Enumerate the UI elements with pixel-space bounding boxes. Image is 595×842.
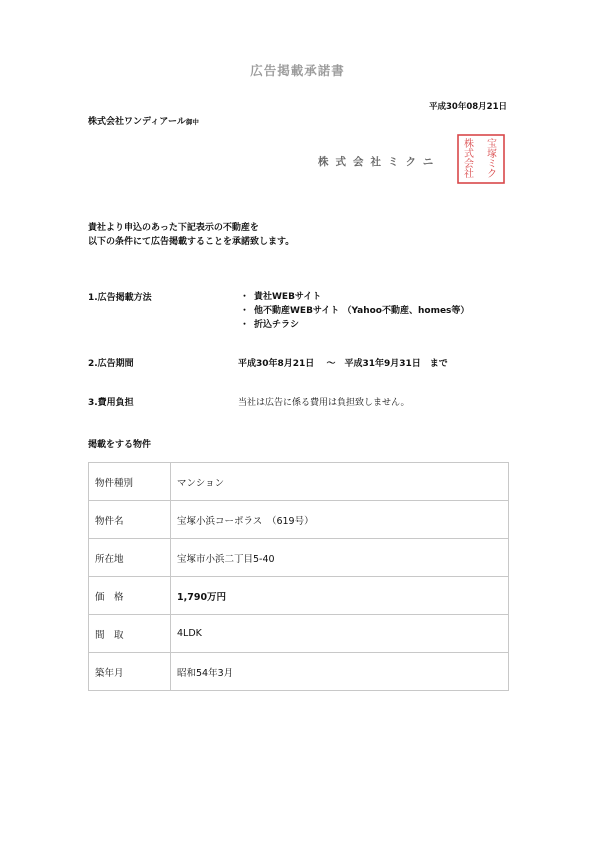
seal-char: 式 bbox=[464, 149, 474, 160]
section-method-label: 1.広告掲載方法 bbox=[88, 293, 152, 303]
table-row bbox=[89, 577, 509, 615]
row-key: 物件名 bbox=[89, 501, 171, 539]
issuer-company: 株式会社ミクニ bbox=[318, 156, 441, 168]
company-seal-stamp bbox=[457, 134, 505, 184]
row-key: 所在地 bbox=[89, 539, 171, 577]
section-period-label: 2.広告期間 bbox=[88, 359, 134, 369]
method-list bbox=[240, 290, 469, 332]
method-item-label: 貴社WEBサイト bbox=[254, 292, 322, 302]
seal-char: ミ bbox=[487, 159, 497, 170]
body-line: 貴社より申込のあった下記表示の不動産を bbox=[88, 223, 259, 233]
method-item-label: 折込チラシ bbox=[254, 320, 300, 330]
row-key: 価 格 bbox=[89, 577, 171, 615]
issue-date: 平成30年08月21日 bbox=[429, 102, 507, 112]
table-row bbox=[89, 463, 509, 501]
document-title: 広告掲載承諾書 bbox=[250, 63, 345, 78]
body-line: 以下の条件にて広告掲載することを承諾致します。 bbox=[88, 237, 295, 247]
row-value: 昭和54年3月 bbox=[171, 653, 509, 691]
row-value: 4LDK bbox=[171, 615, 509, 653]
table-row bbox=[89, 653, 509, 691]
addressee bbox=[88, 114, 199, 127]
row-value: マンション bbox=[171, 463, 509, 501]
method-item bbox=[240, 290, 469, 304]
seal-char: ク bbox=[487, 169, 497, 180]
row-value: 宝塚小浜コーポラス （619号） bbox=[171, 501, 509, 539]
row-value: 宝塚市小浜二丁目5-40 bbox=[171, 539, 509, 577]
addressee-honorific: 御中 bbox=[185, 118, 199, 126]
table-row bbox=[89, 615, 509, 653]
table-row bbox=[89, 539, 509, 577]
seal-char: 株 bbox=[464, 139, 474, 150]
bullet: ・ bbox=[240, 306, 250, 316]
listing-title: 掲載をする物件 bbox=[88, 440, 152, 450]
section-cost-label: 3.費用負担 bbox=[88, 398, 134, 408]
row-key: 間 取 bbox=[89, 615, 171, 653]
bullet: ・ bbox=[240, 292, 250, 302]
table-row bbox=[89, 501, 509, 539]
bullet: ・ bbox=[240, 320, 250, 330]
method-item bbox=[240, 318, 469, 332]
property-table bbox=[88, 462, 509, 691]
seal-char: 社 bbox=[464, 169, 474, 180]
method-item bbox=[240, 304, 469, 318]
method-item-label: 他不動産WEBサイト （Yahoo不動産、homes等） bbox=[254, 306, 470, 316]
section-cost-value: 当社は広告に係る費用は負担致しません。 bbox=[238, 398, 410, 408]
row-key: 物件種別 bbox=[89, 463, 171, 501]
row-value: 1,790万円 bbox=[171, 577, 509, 615]
addressee-name: 株式会社ワンディアール bbox=[88, 117, 186, 127]
section-period-value: 平成30年8月21日 ～ 平成31年9月31日 まで bbox=[238, 359, 448, 369]
seal-char: 会 bbox=[464, 159, 474, 170]
seal-char: 宝 bbox=[487, 139, 497, 150]
seal-char: 塚 bbox=[487, 149, 497, 160]
row-key: 築年月 bbox=[89, 653, 171, 691]
